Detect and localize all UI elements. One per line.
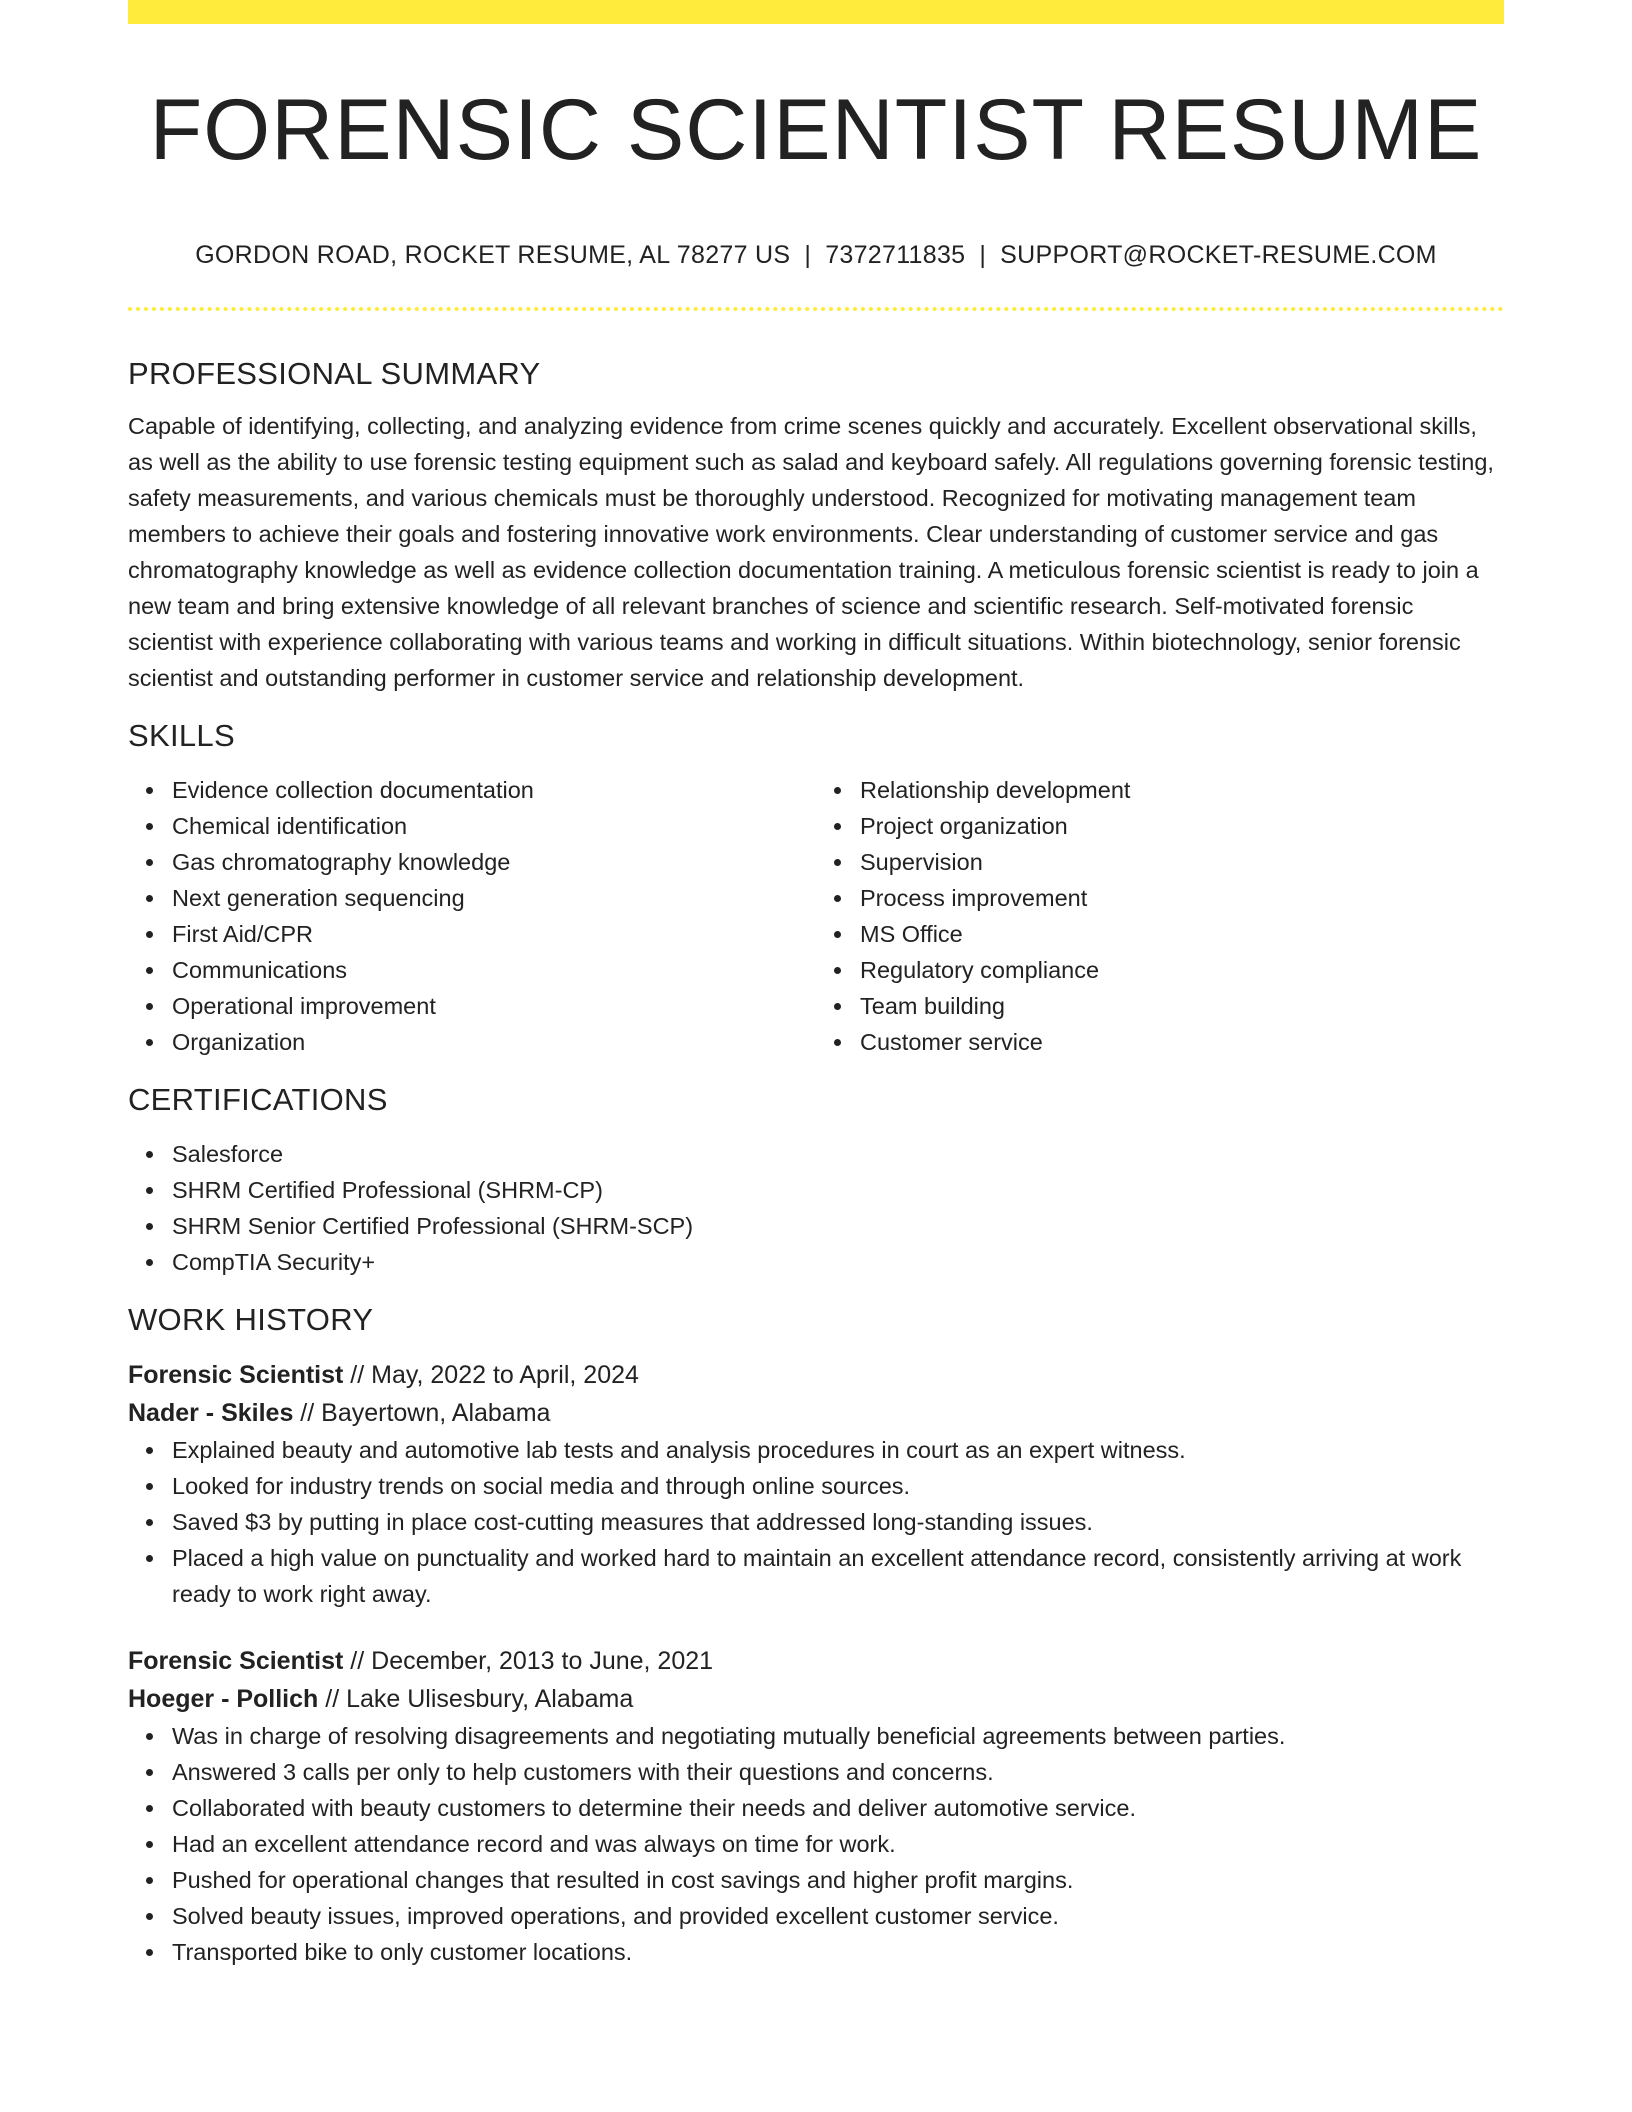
- skill-item: Next generation sequencing: [172, 880, 816, 916]
- skill-item: Organization: [172, 1024, 816, 1060]
- skill-item: MS Office: [860, 916, 1504, 952]
- skill-item: Team building: [860, 988, 1504, 1024]
- skill-item: Supervision: [860, 844, 1504, 880]
- job-dates: // December, 2013 to June, 2021: [343, 1647, 714, 1675]
- contact-address: GORDON ROAD, ROCKET RESUME, AL 78277 US: [195, 241, 791, 269]
- certifications-list: [128, 1136, 1504, 1280]
- job-duty-item: Explained beauty and automotive lab tests and analysis procedures in court as an expert witness.: [172, 1432, 1504, 1468]
- skill-item: Chemical identification: [172, 808, 816, 844]
- certification-item: CompTIA Security+: [172, 1244, 1504, 1280]
- dotted-divider: [128, 307, 1504, 311]
- skill-item: Communications: [172, 952, 816, 988]
- contact-email: SUPPORT@ROCKET-RESUME.COM: [1000, 241, 1437, 269]
- job-company-line: [128, 1394, 1504, 1432]
- contact-line: [128, 238, 1504, 272]
- job-duty-item: Transported bike to only customer locations.: [172, 1934, 1504, 1970]
- job-entry: [128, 1356, 1504, 1612]
- job-company: Hoeger - Pollich: [128, 1685, 319, 1713]
- job-duty-item: Answered 3 calls per only to help customers with their questions and concerns.: [172, 1754, 1504, 1790]
- certification-item: SHRM Senior Certified Professional (SHRM-SCP): [172, 1208, 1504, 1244]
- skills-right-column: [816, 772, 1504, 1060]
- job-duty-item: Solved beauty issues, improved operations, and provided excellent customer service.: [172, 1898, 1504, 1934]
- job-company: Nader - Skiles: [128, 1399, 294, 1427]
- job-title-line: [128, 1356, 1504, 1394]
- job-location: // Bayertown, Alabama: [293, 1399, 551, 1427]
- skill-item: Relationship development: [860, 772, 1504, 808]
- summary-section: [128, 352, 1504, 696]
- certification-item: Salesforce: [172, 1136, 1504, 1172]
- job-dates: // May, 2022 to April, 2024: [343, 1361, 639, 1389]
- certifications-section: [128, 1078, 1504, 1280]
- certifications-heading: CERTIFICATIONS: [128, 1082, 388, 1117]
- summary-heading: PROFESSIONAL SUMMARY: [128, 356, 541, 391]
- skill-item: Project organization: [860, 808, 1504, 844]
- resume-body: [128, 352, 1504, 1970]
- job-title: Forensic Scientist: [128, 1361, 344, 1389]
- work-history-heading: WORK HISTORY: [128, 1302, 374, 1337]
- job-duties-list: [128, 1432, 1504, 1612]
- skill-item: Customer service: [860, 1024, 1504, 1060]
- contact-separator: |: [979, 241, 987, 269]
- job-duty-item: Saved $3 by putting in place cost-cutting measures that addressed long-standing issues.: [172, 1504, 1504, 1540]
- job-duty-item: Collaborated with beauty customers to determine their needs and deliver automotive service.: [172, 1790, 1504, 1826]
- skills-heading: SKILLS: [128, 718, 235, 753]
- job-duty-item: Looked for industry trends on social media and through online sources.: [172, 1468, 1504, 1504]
- skill-item: Evidence collection documentation: [172, 772, 816, 808]
- job-duties-list: [128, 1718, 1504, 1970]
- job-duty-item: Placed a high value on punctuality and worked hard to maintain an excellent attendance record, consistently arriving at work ready to work right away.: [172, 1540, 1504, 1612]
- skill-item: Operational improvement: [172, 988, 816, 1024]
- resume-title: FORENSIC SCIENTIST RESUME: [149, 82, 1483, 178]
- contact-separator: |: [804, 241, 812, 269]
- accent-top-bar: [128, 0, 1504, 24]
- job-duty-item: Pushed for operational changes that resulted in cost savings and higher profit margins.: [172, 1862, 1504, 1898]
- job-title: Forensic Scientist: [128, 1647, 344, 1675]
- skills-left-column: [128, 772, 816, 1060]
- contact-phone: 7372711835: [825, 241, 966, 269]
- skill-item: Regulatory compliance: [860, 952, 1504, 988]
- skills-section: [128, 714, 1504, 1060]
- summary-text: Capable of identifying, collecting, and analyzing evidence from crime scenes quickly and accurately. Excellent observational skills, as well as the ability to use forensic testing equipment such as salad and keyboard safely. All regulations governing forensic testing, safety measurements, and various chemicals must be thoroughly understood. Recognized for motivating management team members to achieve their goals and fostering innovative work environments. Clear understanding of customer service and gas chromatography knowledge as well as evidence collection documentation training. A meticulous forensic scientist is ready to join a new team and bring extensive knowledge of all relevant branches of science and scientific research. Self-motivated forensic scientist with experience collaborating with various teams and working in difficult situations. Within biotechnology, senior forensic scientist and outstanding performer in customer service and relationship development.: [128, 413, 1494, 691]
- certification-item: SHRM Certified Professional (SHRM-CP): [172, 1172, 1504, 1208]
- job-company-line: [128, 1680, 1504, 1718]
- job-entry: [128, 1642, 1504, 1970]
- skill-item: Gas chromatography knowledge: [172, 844, 816, 880]
- job-duty-item: Had an excellent attendance record and was always on time for work.: [172, 1826, 1504, 1862]
- job-location: // Lake Ulisesbury, Alabama: [318, 1685, 634, 1713]
- job-title-line: [128, 1642, 1504, 1680]
- skill-item: Process improvement: [860, 880, 1504, 916]
- work-history-section: [128, 1298, 1504, 1970]
- job-duty-item: Was in charge of resolving disagreements and negotiating mutually beneficial agreements between parties.: [172, 1718, 1504, 1754]
- skill-item: First Aid/CPR: [172, 916, 816, 952]
- skills-grid: [128, 772, 1504, 1060]
